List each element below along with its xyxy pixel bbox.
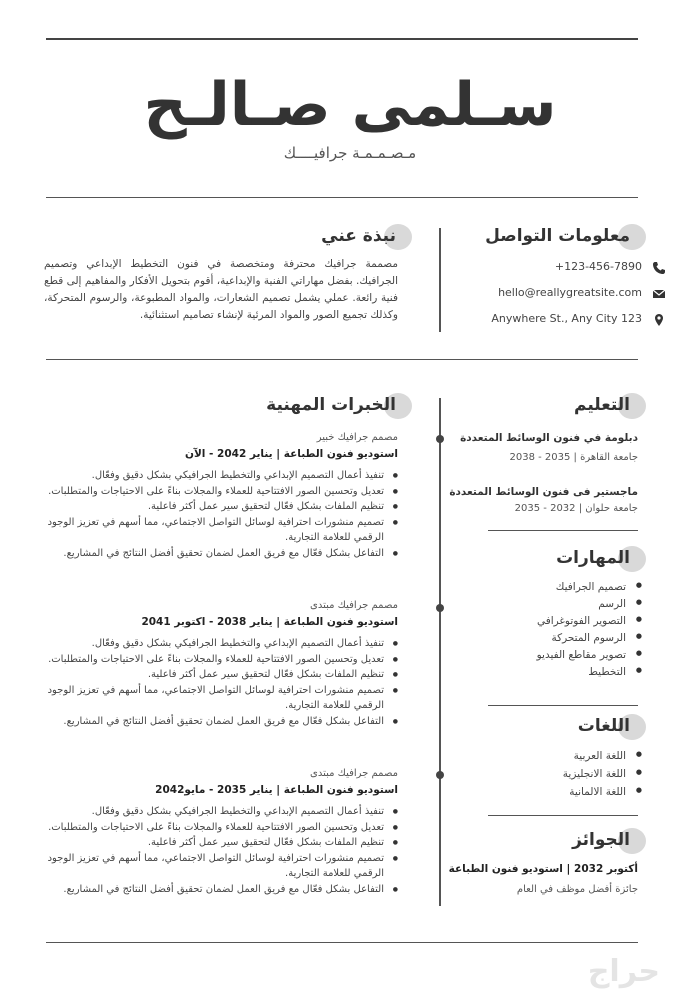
person-name: سـلمى صـالـح <box>143 70 557 140</box>
education-item-sub: جامعة القاهرة | 2035 - 2038 <box>509 452 638 463</box>
skill-item: ● تصوير مقاطع الفيديو <box>442 649 642 666</box>
job-bullet: ● تصميم منشورات احترافية لوسائل التواصل الاجتماعي، مما أسهم في تعزيز الوجود الرقمي للعلامة التجارية. <box>38 851 398 882</box>
contact-heading: معلومات التواصل <box>485 226 630 246</box>
job-bullet: ● التفاعل بشكل فعّال مع فريق العمل لضمان تحقيق أفضل النتائج في المشاريع. <box>38 546 398 562</box>
language-item: ● اللغة الالمانية <box>442 786 642 804</box>
job-bullet: ● تصميم منشورات احترافية لوسائل التواصل الاجتماعي، مما أسهم في تعزيز الوجود الرقمي للعلامة التجارية. <box>38 683 398 714</box>
education-item-title: ماجستير فى فنون الوسائط المتعددة <box>449 486 638 498</box>
job-bullets <box>38 468 398 562</box>
job-header: استوديو فنون الطباعة | يناير 2035 - مايو2042 <box>155 784 398 796</box>
education-heading: التعليم <box>574 395 630 415</box>
language-item: ● اللغة العربية <box>442 750 642 768</box>
job-bullet: ● تنظيم الملفات بشكل فعّال لتحقيق سير عمل أكثر فاعلية. <box>38 835 398 851</box>
language-item: ● اللغة الانجليزية <box>442 768 642 786</box>
skill-item: ● التخطيط <box>442 666 642 683</box>
skills-heading: المهارات <box>556 548 630 568</box>
job-bullet: ● التفاعل بشكل فعّال مع فريق العمل لضمان تحقيق أفضل النتائج في المشاريع. <box>38 882 398 898</box>
education-item-sub: جامعة حلوان | 2032 - 2035 <box>514 503 638 514</box>
contact-address: Anywhere St., Any City 123 <box>422 312 642 330</box>
watermark: حراج <box>587 954 660 989</box>
job-role: مـصـمـمـة جرافيــــك <box>283 144 417 162</box>
languages-heading: اللغات <box>578 716 630 736</box>
experience-heading: الخبرات المهنية <box>266 395 396 415</box>
job-bullet: ● تنفيذ أعمال التصميم الإبداعي والتخطيط الجرافيكي بشكل دقيق وفعّال. <box>38 468 398 484</box>
education-bottom-rule <box>488 530 638 531</box>
job-title: مصمم جرافيك خبير <box>316 432 398 443</box>
job-bullets <box>38 804 398 898</box>
job-header: استوديو فنون الطباعة | يناير 2042 - الآن <box>184 448 398 460</box>
award-title: أكتوبر 2032 | استوديو فنون الطباعة <box>448 863 638 875</box>
awards-heading: الجوائز <box>572 830 630 850</box>
phone-icon <box>652 261 666 275</box>
job-entry <box>38 768 398 898</box>
job-title: مصمم جرافيك مبتدى <box>310 768 398 779</box>
skill-item: ● التصوير الفوتوغرافي <box>442 615 642 632</box>
header-bottom-rule <box>46 197 638 198</box>
section-divider <box>46 359 638 360</box>
about-text: مصممة جرافيك محترفة ومتخصصة في فنون التخطيط الإبداعي وتصميم الجرافيك. بفضل مهاراتي الفنية والإبداعية، أقوم بتحويل الأفكار والمفاهيم إلى قطع فنية رائعة. عملي يشمل تصميم الشعارات، والمواد المطبوعة، والرسوم المتحركة، وكذلك تجميع الصور والمواد المرئية لإنشاء تصاميم استثنائية. <box>44 258 398 321</box>
skills-bottom-rule <box>488 705 638 706</box>
award-sub: جائزة أفضل موظف في العام <box>516 884 638 895</box>
contact-email: hello@reallygreatsite.com <box>422 286 642 304</box>
top-rule <box>46 38 638 40</box>
job-bullet: ● تعديل وتحسين الصور الافتتاحية للعملاء والمجلات بناءً على الاحتياجات والمتطلبات. <box>38 484 398 500</box>
job-header: استوديو فنون الطباعة | يناير 2038 - اكتوبر 2041 <box>141 616 398 628</box>
footer-rule <box>46 942 638 943</box>
job-title: مصمم جرافيك مبتدى <box>310 600 398 611</box>
main-column-divider <box>439 398 441 906</box>
job-entry <box>38 432 398 562</box>
job-bullet: ● التفاعل بشكل فعّال مع فريق العمل لضمان تحقيق أفضل النتائج في المشاريع. <box>38 714 398 730</box>
job-bullets <box>38 636 398 730</box>
about-heading: نبذة عني <box>321 226 396 246</box>
mail-icon <box>652 287 666 301</box>
top-column-divider <box>439 228 441 332</box>
skills-list <box>442 581 642 683</box>
job-bullet: ● تعديل وتحسين الصور الافتتاحية للعملاء والمجلات بناءً على الاحتياجات والمتطلبات. <box>38 652 398 668</box>
location-pin-icon <box>652 313 666 327</box>
skill-item: ● تصميم الجرافيك <box>442 581 642 598</box>
job-bullet: ● تعديل وتحسين الصور الافتتاحية للعملاء والمجلات بناءً على الاحتياجات والمتطلبات. <box>38 820 398 836</box>
job-bullet: ● تنفيذ أعمال التصميم الإبداعي والتخطيط الجرافيكي بشكل دقيق وفعّال. <box>38 804 398 820</box>
languages-list <box>442 750 642 804</box>
job-bullet: ● تنظيم الملفات بشكل فعّال لتحقيق سير عمل أكثر فاعلية. <box>38 667 398 683</box>
skill-item: ● الرسوم المتحركة <box>442 632 642 649</box>
languages-bottom-rule <box>488 815 638 816</box>
job-entry <box>38 600 398 730</box>
job-bullet: ● تنفيذ أعمال التصميم الإبداعي والتخطيط الجرافيكي بشكل دقيق وفعّال. <box>38 636 398 652</box>
skill-item: ● الرسم <box>442 598 642 615</box>
contact-phone: +123-456-7890 <box>422 260 642 278</box>
job-bullet: ● تصميم منشورات احترافية لوسائل التواصل الاجتماعي، مما أسهم في تعزيز الوجود الرقمي للعلامة التجارية. <box>38 515 398 546</box>
education-item-title: دبلومة في فنون الوسائط المتعددة <box>460 432 638 444</box>
job-bullet: ● تنظيم الملفات بشكل فعّال لتحقيق سير عمل أكثر فاعلية. <box>38 499 398 515</box>
